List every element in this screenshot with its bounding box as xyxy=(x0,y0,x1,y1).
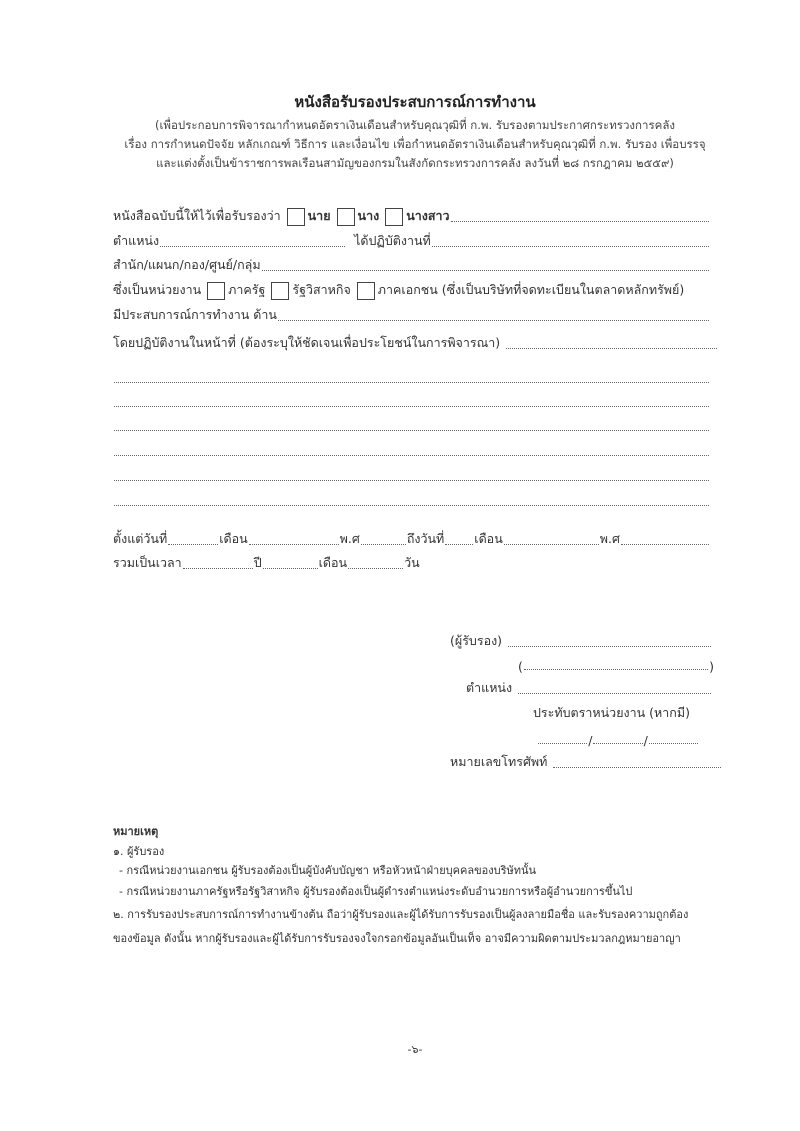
phone-row xyxy=(450,754,722,772)
to-day-label: ถึงวันที่ xyxy=(406,531,445,546)
duties-line-4 xyxy=(113,442,710,460)
phone-field[interactable] xyxy=(553,767,721,768)
to-month-label: เดือน xyxy=(474,531,503,546)
note-2-cont: ของข้อมูล ดังนั้น หากผู้รับรองและผู้ได้รับการรับรองจงใจกรอกข้อมูลอันเป็นเท็จ อาจมีความผิดตามประมวลกฎหมายอาญา xyxy=(113,932,681,945)
open-paren: ( xyxy=(518,659,523,674)
checkbox-miss[interactable] xyxy=(385,208,403,226)
option-private: ภาคเอกชน (ซึ่งเป็นบริษัทที่จดทะเบียนในตลาดหลักทรัพย์) xyxy=(377,282,685,297)
date-day-field[interactable] xyxy=(538,743,587,744)
date-separator: / xyxy=(643,733,648,748)
option-state-enterprise: รัฐวิสาหกิจ xyxy=(292,282,351,297)
certify-row xyxy=(113,208,710,226)
worked-at-label: ได้ปฏิบัติงานที่ xyxy=(354,233,431,248)
option-government: ภาครัฐ xyxy=(228,282,266,297)
note-2: ๒. การรับรองประสบการณ์การทำงานข้างต้น ถือว่าผู้รับรองและผู้ได้รับการรับรองเป็นผู้ลงลายมือชื่อ และรับรองความถูกต้อง xyxy=(113,908,689,921)
option-miss: นางสาว xyxy=(406,208,450,223)
note-1: ๑. ผู้รับรอง xyxy=(113,845,165,858)
date-month-field[interactable] xyxy=(593,743,642,744)
certifier-row xyxy=(450,633,712,651)
note-1a: - กรณีหน่วยงานเอกชน ผู้รับรองต้องเป็นผู้บังคับบัญชา หรือหัวหน้าฝ่ายบุคคลของบริษัทนั้น xyxy=(119,864,537,877)
total-years-field[interactable] xyxy=(183,568,253,569)
agency-type-label: ซึ่งเป็นหน่วยงาน xyxy=(113,282,202,297)
checkbox-government[interactable] xyxy=(207,282,225,300)
experience-field[interactable] xyxy=(278,320,709,321)
checkbox-state-enterprise[interactable] xyxy=(271,282,289,300)
date-row xyxy=(537,730,699,748)
worked-at-field[interactable] xyxy=(432,246,709,247)
experience-label: มีประสบการณ์การทำงาน ด้าน xyxy=(113,307,277,322)
subtitle-line-2: เรื่อง การกำหนดปัจจัย หลักเกณฑ์ วิธีการ และเงื่อนไข เพื่อกำหนดอัตราเงินเดือนสำหรับคุณวุฒิที่ ก.พ. รับรอง เพื่อบรรจุ xyxy=(124,137,706,151)
subtitle-line-3: และแต่งตั้งเป็นข้าราชการพลเรือนสามัญของกรมในสังกัดกระทรวงการคลัง ลงวันที่ ๒๘ กรกฎาคม ๒๕๕๙) xyxy=(156,156,674,170)
duties-line-1 xyxy=(113,369,710,387)
page-number: -๖- xyxy=(407,1043,423,1056)
duties-line-field[interactable] xyxy=(114,430,709,431)
to-month-field[interactable] xyxy=(504,544,599,545)
duties-line-5 xyxy=(113,467,710,485)
checkbox-mr[interactable] xyxy=(287,208,305,226)
position-row xyxy=(113,233,710,251)
position-label: ตำแหน่ง xyxy=(113,233,160,248)
name-field[interactable] xyxy=(451,221,709,222)
duties-line-field[interactable] xyxy=(114,480,709,481)
duties-line-field[interactable] xyxy=(114,406,709,407)
note-1b: - กรณีหน่วยงานภาครัฐหรือรัฐวิสาหกิจ ผู้รับรองต้องเป็นผู้ดำรงตำแหน่งระดับอำนวยการหรือผู้อำนวยการขึ้นไป xyxy=(119,885,633,898)
duties-line-6 xyxy=(113,492,710,510)
total-days-field[interactable] xyxy=(348,568,403,569)
phone-label: หมายเลขโทรศัพท์ xyxy=(450,754,548,769)
notes-heading: หมายเหตุ xyxy=(113,825,159,838)
duties-line-field[interactable] xyxy=(114,382,709,383)
certifier-name-field[interactable] xyxy=(524,669,708,670)
period-row xyxy=(113,531,710,549)
duties-line-3 xyxy=(113,417,710,435)
years-unit: ปี xyxy=(253,555,262,570)
checkbox-private[interactable] xyxy=(357,282,375,300)
duties-label: โดยปฏิบัติงานในหน้าที่ (ต้องระบุให้ชัดเจนเพื่อประโยชน์ในการพิจารณา) xyxy=(113,335,501,350)
subtitle-line-1: (เพื่อประกอบการพิจารณากำหนดอัตราเงินเดือนสำหรับคุณวุฒิที่ ก.พ. รับรองตามประกาศกระทรวงการคลัง xyxy=(155,118,675,132)
to-day-field[interactable] xyxy=(445,544,473,545)
duties-line-field[interactable] xyxy=(114,505,709,506)
from-year-field[interactable] xyxy=(361,544,406,545)
duties-row xyxy=(113,335,718,353)
certifier-position-field[interactable] xyxy=(518,693,711,694)
option-mrs: นาง xyxy=(357,208,380,223)
date-year-field[interactable] xyxy=(649,743,698,744)
duties-line-2 xyxy=(113,393,710,411)
office-field[interactable] xyxy=(262,270,709,271)
certifier-position-row xyxy=(466,680,712,698)
checkbox-mrs[interactable] xyxy=(337,208,355,226)
duties-line-field[interactable] xyxy=(114,455,709,456)
office-row xyxy=(113,257,710,275)
duties-field[interactable] xyxy=(506,348,717,349)
stamp-label: ประทับตราหน่วยงาน (หากมี) xyxy=(533,705,690,720)
to-year-field[interactable] xyxy=(621,544,709,545)
option-mr: นาย xyxy=(307,208,331,223)
from-day-label: ตั้งแต่วันที่ xyxy=(113,531,168,546)
total-label: รวมเป็นเวลา xyxy=(113,555,182,570)
agency-row xyxy=(113,282,723,300)
position-field[interactable] xyxy=(160,246,345,247)
total-row xyxy=(113,555,710,573)
date-separator: / xyxy=(588,733,593,748)
from-year-label: พ.ศ xyxy=(339,531,360,546)
certifier-label: (ผู้รับรอง) xyxy=(450,633,503,648)
close-paren: ) xyxy=(709,659,714,674)
days-unit: วัน xyxy=(404,555,420,570)
total-months-field[interactable] xyxy=(263,568,318,569)
from-month-field[interactable] xyxy=(249,544,339,545)
office-label: สำนัก/แผนก/กอง/ศูนย์/กลุ่ม xyxy=(113,257,261,272)
months-unit: เดือน xyxy=(318,555,348,570)
from-month-label: เดือน xyxy=(219,531,248,546)
certifier-name-row xyxy=(518,656,714,674)
certifier-signature-field[interactable] xyxy=(508,646,711,647)
to-year-label: พ.ศ xyxy=(599,531,620,546)
from-day-field[interactable] xyxy=(168,544,218,545)
document-title: หนังสือรับรองประสบการณ์การทำงาน xyxy=(294,93,536,111)
certifier-position-label: ตำแหน่ง xyxy=(466,680,513,695)
experience-row xyxy=(113,307,710,325)
certify-label: หนังสือฉบับนี้ให้ไว้เพื่อรับรองว่า xyxy=(113,208,281,223)
